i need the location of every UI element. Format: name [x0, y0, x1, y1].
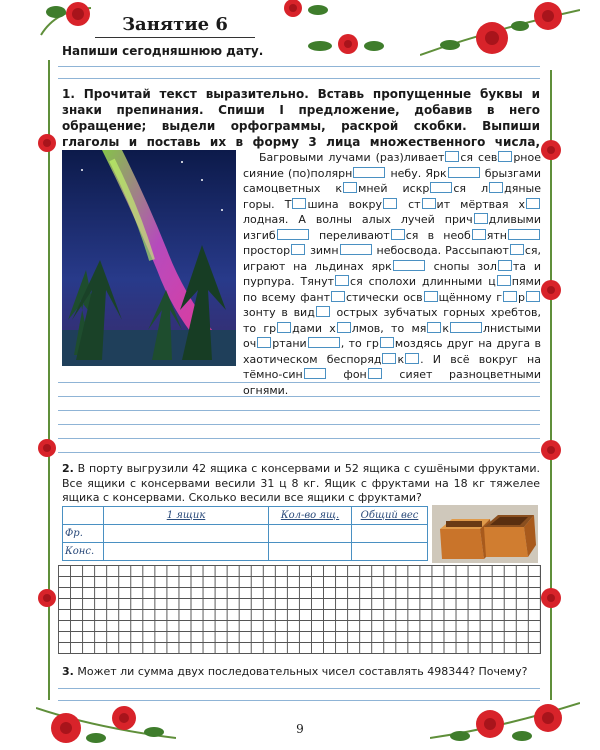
task-2-problem: [62, 462, 540, 506]
task-number: 3.: [62, 665, 74, 678]
blank-box[interactable]: [292, 198, 306, 209]
blank-box[interactable]: [383, 198, 397, 209]
table-corner-cell[interactable]: [63, 507, 104, 525]
lesson-title: Занятие 6: [95, 14, 255, 38]
blank-box[interactable]: [391, 229, 405, 240]
blank-box[interactable]: [405, 353, 419, 364]
blank-box[interactable]: [424, 291, 438, 302]
table-header-cell: 1 ящик: [104, 507, 269, 525]
northern-lights-illustration: [62, 150, 236, 366]
table-cell[interactable]: [352, 525, 428, 543]
blank-box[interactable]: [526, 198, 540, 209]
rose-decoration-icon: [38, 580, 58, 616]
blank-box[interactable]: [353, 167, 385, 178]
blank-box[interactable]: [472, 229, 486, 240]
blank-box[interactable]: [337, 322, 351, 333]
blank-box[interactable]: [450, 322, 482, 333]
blank-box[interactable]: [277, 322, 291, 333]
rose-decoration-icon: [36, 0, 96, 40]
task-text: В порту выгрузили 42 ящика с консервами и 52 ящика с сушёными фруктами. Все ящики с консервами весили 31 ц 8 кг. Ящик с фруктами на 18 кг тяжелее ящика с консервами. Сколько весили все ящики с фруктами?: [62, 462, 540, 504]
blank-box[interactable]: [445, 151, 459, 162]
rose-decoration-icon: [540, 430, 564, 470]
blank-box[interactable]: [508, 229, 540, 240]
writing-line[interactable]: [58, 66, 540, 67]
blank-box[interactable]: [498, 151, 512, 162]
blank-box[interactable]: [503, 291, 517, 302]
blank-box[interactable]: [526, 291, 540, 302]
rose-decoration-icon: [540, 130, 564, 170]
blank-box[interactable]: [393, 260, 425, 271]
blank-box[interactable]: [368, 368, 382, 379]
date-prompt: Напиши сегодняшнюю дату.: [62, 44, 264, 58]
blank-box[interactable]: [277, 229, 309, 240]
writing-line[interactable]: [58, 424, 540, 425]
blank-box[interactable]: [510, 244, 524, 255]
task-number: 2.: [62, 462, 74, 475]
table-header-cell: Кол-во ящ.: [269, 507, 352, 525]
wooden-crates-illustration: [432, 505, 538, 563]
task-3-question: [62, 665, 540, 679]
rose-decoration-icon: [540, 578, 564, 618]
blank-box[interactable]: [335, 275, 349, 286]
rose-decoration-icon: [300, 30, 390, 60]
page-number: 9: [296, 722, 304, 736]
rose-decoration-icon: [36, 688, 176, 750]
blank-box[interactable]: [316, 306, 330, 317]
blank-box[interactable]: [331, 291, 345, 302]
blank-box[interactable]: [498, 260, 512, 271]
writing-line[interactable]: [58, 700, 540, 701]
blank-box[interactable]: [430, 182, 452, 193]
task-text: Прочитай текст выразительно. Вставь пропущенные буквы и знаки препинания. Спиши I предложение, добавив в него обращение; выдели орфограммы, раскрой скобки. Выпиши глаголы и поставь их в форму 3 лица множественного числа,: [62, 87, 540, 149]
writing-line[interactable]: [58, 438, 540, 439]
writing-line[interactable]: [58, 382, 540, 383]
rose-decoration-icon: [268, 0, 338, 22]
blank-box[interactable]: [422, 198, 436, 209]
table-cell[interactable]: [269, 525, 352, 543]
writing-line[interactable]: [58, 410, 540, 411]
blank-box[interactable]: [427, 322, 441, 333]
task-number: 1.: [62, 87, 75, 101]
blank-box[interactable]: [489, 182, 503, 193]
writing-line[interactable]: [58, 452, 540, 453]
table-cell[interactable]: [104, 543, 269, 561]
task-2-short-notes-table: [62, 506, 428, 561]
blank-box[interactable]: [380, 337, 394, 348]
graph-paper-work-area[interactable]: [58, 565, 541, 654]
writing-line[interactable]: [58, 396, 540, 397]
blank-box[interactable]: [291, 244, 305, 255]
rose-decoration-icon: [430, 688, 580, 750]
table-row-label: Конс.: [63, 543, 104, 561]
blank-box[interactable]: [340, 244, 372, 255]
blank-box[interactable]: [448, 167, 480, 178]
task-text: Может ли сумма двух последовательных чисел составлять 498344? Почему?: [77, 665, 528, 678]
table-header-cell: Общий вес: [352, 507, 428, 525]
task-1-text-with-blanks: Багровыми лучами (раз)ливает ся сев рное сияние (по)полярн небу. Ярк брызгами самоцветных к мней искр ся л дяные горы. Т шина вокру ст ит мёртвая хлодная. А волны алых лучей прич дливыми изгиб переливают ся в необ ятн простор зимн небосвода. Рассыпают ся, играют на льдинах ярк снопы зол та и пурпура. Тянут ся сполохи длинными ц пями по всему фант стически осв щённому г рзонту в вид острых зубчатых горных хребтов, то гр дами х лмов, то мя к лнистыми оч ртани , то гр моздясь друг на друга в хаотическом беспоряд к . И всё вокруг на тёмно-син фон сияет разноцветными огнями.: [243, 151, 542, 397]
rose-decoration-icon: [38, 125, 58, 161]
table-cell[interactable]: [269, 543, 352, 561]
writing-line[interactable]: [58, 688, 540, 689]
table-cell[interactable]: [104, 525, 269, 543]
blank-box[interactable]: [257, 337, 271, 348]
rose-decoration-icon: [540, 270, 564, 310]
rose-decoration-icon: [420, 0, 580, 62]
writing-line[interactable]: [58, 78, 540, 79]
blank-box[interactable]: [382, 353, 396, 364]
blank-box[interactable]: [474, 213, 488, 224]
blank-box[interactable]: [304, 368, 326, 379]
table-row-label: Фр.: [63, 525, 104, 543]
table-cell[interactable]: [352, 543, 428, 561]
blank-box[interactable]: [497, 275, 511, 286]
rose-decoration-icon: [38, 430, 58, 466]
blank-box[interactable]: [343, 182, 357, 193]
blank-box[interactable]: [308, 337, 340, 348]
